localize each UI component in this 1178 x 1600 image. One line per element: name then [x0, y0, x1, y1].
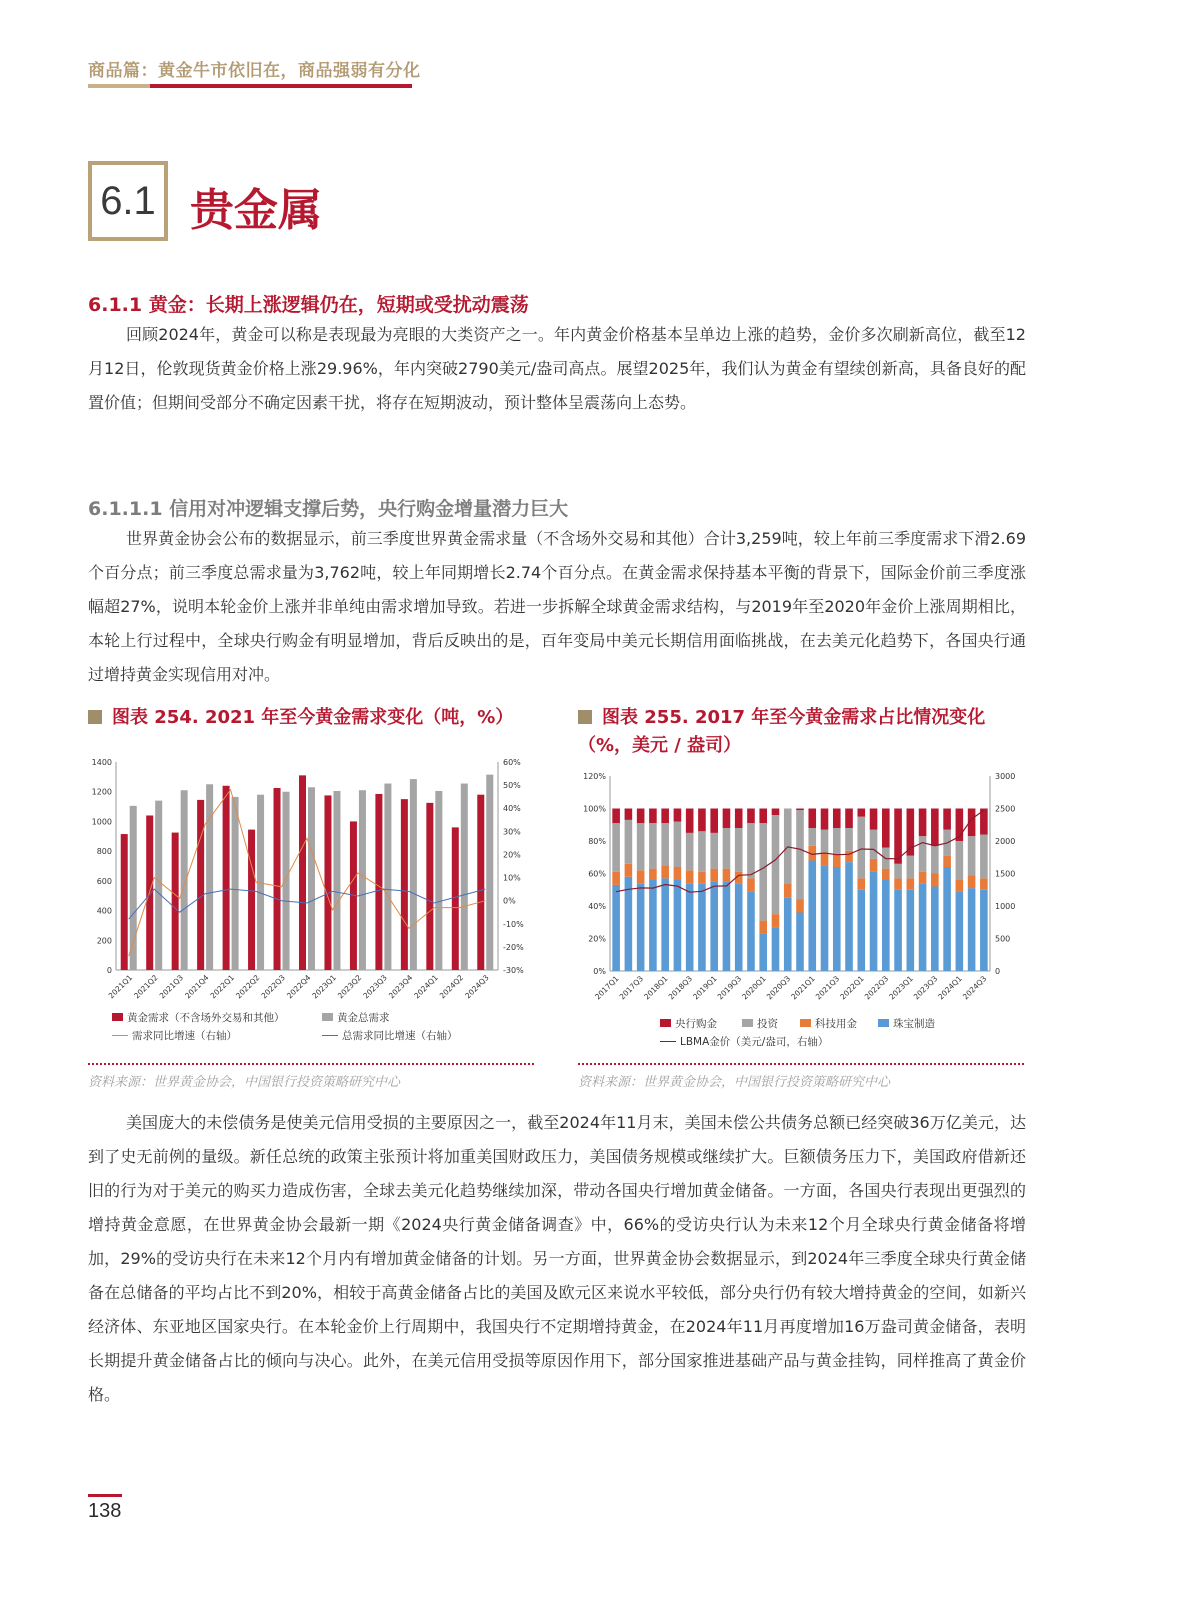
- fig255-bar-invest: [833, 828, 841, 854]
- fig255-bar-jewelry: [698, 883, 706, 971]
- fig254-right-tick: 50%: [503, 781, 521, 791]
- fig254-x-tick: 2024Q1: [412, 973, 440, 1001]
- fig255-title-marker: [578, 710, 592, 724]
- fig254-x-tick: 2022Q1: [208, 973, 237, 1001]
- fig254-right-tick: 30%: [503, 827, 521, 837]
- fig254-right-tick: -20%: [503, 942, 524, 952]
- fig254-legend: [112, 1010, 532, 1046]
- fig255-bar-tech: [870, 859, 878, 872]
- fig254-bar-total: [206, 784, 213, 970]
- fig254-bar-total: [461, 784, 468, 970]
- paragraph-2: 世界黄金协会公布的数据显示，前三季度世界黄金需求量（不含场外交易和其他）合计3,259吨，较上年前三季度需求下滑2.69个百分点；前三季度总需求量为3,762吨，较上年同期增长2.74个百分点。在黄金需求保持基本平衡的背景下，国际金价前三季度涨幅超27%，说明本轮金价上涨并非单纯由需求增加导致。若进一步拆解全球黄金需求结构，与2019年至2020年金价上涨周期相比，本轮上行过程中，全球央行购金有明显增加，背后反映出的是，百年变局中美元长期信用面临挑战，在去美元化趋势下，各国央行通过增持黄金实现信用对冲。: [88, 529, 1026, 684]
- fig255-bar-tech: [759, 921, 767, 934]
- fig255-x-tick: 2020Q1: [740, 974, 768, 1002]
- paragraph-1: 回顾2024年，黄金可以称是表现最为亮眼的大类资产之一。年内黄金价格基本呈单边上涨的趋势，金价多次刷新高位，截至12月12日，伦敦现货黄金价格上涨29.96%，年内突破2790美元/盎司高点。展望2025年，我们认为黄金有望续创新高，具备良好的配置价值；但期间受部分不确定因素干扰，将存在短期波动，预计整体呈震荡向上态势。: [88, 325, 1026, 412]
- fig255-x-tick: 2022Q1: [838, 974, 866, 1002]
- fig254-bar-total: [283, 792, 290, 970]
- fig254-bar-demand: [401, 799, 408, 970]
- fig255-bar-cb: [870, 809, 878, 830]
- fig255-bar-cb: [882, 809, 890, 848]
- fig255-right-tick: 3000: [995, 772, 1016, 781]
- fig255-bar-tech: [649, 869, 657, 880]
- fig255-bar-invest: [637, 823, 645, 870]
- fig255-bar-tech: [956, 880, 964, 891]
- fig254-right-tick: 20%: [503, 850, 521, 860]
- fig254-right-tick: 40%: [503, 804, 521, 814]
- fig255-bar-tech: [772, 914, 780, 927]
- fig255-x-tick: 2021Q1: [789, 974, 817, 1002]
- fig254-bar-demand: [223, 786, 230, 970]
- fig254-bar-demand: [477, 795, 484, 970]
- fig255-bar-invest: [956, 841, 964, 880]
- fig255-bar-cb: [796, 809, 804, 811]
- fig255-x-tick: 2019Q3: [715, 974, 744, 1002]
- fig254-x-tick: 2023Q4: [386, 973, 415, 1001]
- fig255-legend-lbma: LBMA金价（美元/盎司，右轴）: [660, 1034, 828, 1049]
- fig255-bar-invest: [649, 823, 657, 869]
- fig255-bar-jewelry: [674, 880, 682, 971]
- fig255-bar-cb: [845, 809, 853, 829]
- fig254-bar-total: [359, 790, 366, 970]
- fig255-bar-cb: [637, 809, 645, 824]
- fig255-left-tick: 20%: [588, 934, 606, 944]
- fig255-bar-cb: [931, 809, 939, 846]
- fig255-bar-tech: [723, 869, 731, 882]
- fig255-bar-cb: [833, 809, 841, 829]
- fig255-bar-tech: [845, 851, 853, 862]
- fig255-bar-tech: [637, 870, 645, 883]
- fig254-x-tick: 2022Q3: [259, 973, 287, 1001]
- fig255-x-tick: 2021Q3: [813, 974, 842, 1002]
- section-title: 贵金属: [190, 185, 322, 236]
- fig255-bar-jewelry: [808, 861, 816, 972]
- fig255-bar-invest: [980, 835, 988, 879]
- fig254-right-tick: 0%: [503, 896, 516, 906]
- fig255-bar-jewelry: [735, 883, 743, 971]
- fig255-bar-invest: [759, 823, 767, 921]
- fig255-x-tick: 2020Q3: [764, 974, 793, 1002]
- fig255-bar-tech: [857, 878, 865, 889]
- fig255-right-tick: 2500: [995, 804, 1016, 814]
- fig255-bar-tech: [686, 870, 694, 883]
- fig254-bar-total: [384, 784, 391, 970]
- fig254-x-tick: 2021Q3: [157, 973, 186, 1001]
- fig255-bar-tech: [710, 869, 718, 882]
- fig255-bar-jewelry: [796, 913, 804, 972]
- fig255-bar-jewelry: [857, 890, 865, 971]
- fig255-bar-cb: [698, 809, 706, 832]
- fig255-bar-jewelry: [686, 883, 694, 971]
- fig254-left-tick: 600: [96, 876, 112, 886]
- fig254-left-tick: 1200: [91, 787, 112, 797]
- fig255-x-tick: 2018Q3: [666, 974, 695, 1002]
- fig255-bar-cb: [857, 809, 865, 817]
- fig255-bar-jewelry: [870, 872, 878, 971]
- fig255-bar-invest: [968, 836, 976, 875]
- fig255-title: [578, 704, 1028, 760]
- fig255-bar-cb: [919, 809, 927, 837]
- fig254-left-tick: 0: [106, 966, 112, 975]
- fig254-bar-total: [333, 791, 340, 970]
- fig255-bar-tech: [674, 867, 682, 880]
- fig255-x-tick: 2024Q3: [960, 974, 989, 1002]
- fig255-bar-jewelry: [980, 890, 988, 971]
- fig254-bar-demand: [452, 827, 459, 970]
- fig255-bar-jewelry: [637, 883, 645, 971]
- fig255-bar-invest: [747, 823, 755, 878]
- fig254-right-tick: -30%: [503, 966, 524, 975]
- fig254-x-tick: 2022Q2: [234, 973, 262, 1001]
- fig255-bar-cb: [943, 809, 951, 830]
- fig255-bar-invest: [784, 809, 792, 884]
- fig254-left-tick: 400: [96, 906, 112, 916]
- fig255-title-text: 图表 255. 2017 年至今黄金需求占比情况变化（%，美元 / 盎司）: [578, 707, 986, 756]
- fig255-x-tick: 2022Q3: [862, 974, 891, 1002]
- fig255-bar-jewelry: [845, 862, 853, 971]
- fig254-bar-total: [232, 797, 239, 970]
- fig254-x-tick: 2023Q3: [361, 973, 389, 1001]
- fig255-bar-jewelry: [833, 867, 841, 971]
- fig255-bar-cb: [612, 809, 620, 824]
- fig255-bar-invest: [796, 810, 804, 899]
- fig255-bar-jewelry: [661, 878, 669, 971]
- fig255-bar-tech: [943, 856, 951, 867]
- fig255-bar-tech: [968, 875, 976, 888]
- fig255-bar-invest: [710, 833, 718, 869]
- fig255-bar-invest: [894, 864, 902, 879]
- fig254-x-tick: 2024Q3: [463, 973, 491, 1001]
- fig255-left-tick: 0%: [593, 967, 606, 976]
- fig254-bar-total: [410, 779, 417, 970]
- fig255-bar-jewelry: [894, 890, 902, 971]
- fig254-x-tick: 2021Q2: [132, 973, 160, 1001]
- fig255-legend-invest: 投资: [742, 1016, 778, 1031]
- fig255-bar-jewelry: [956, 891, 964, 971]
- fig255-bar-jewelry: [710, 882, 718, 971]
- fig255-left-tick: 100%: [583, 804, 606, 814]
- fig255-bar-cb: [710, 809, 718, 833]
- fig255-x-tick: 2019Q1: [691, 974, 719, 1002]
- fig255-bar-tech: [661, 865, 669, 878]
- fig255-bar-tech: [796, 900, 804, 913]
- fig254-legend-demand: 黄金需求（不含场外交易和其他）: [112, 1010, 285, 1025]
- fig254-x-tick: 2023Q1: [310, 973, 338, 1001]
- fig255-left-tick: 60%: [588, 869, 606, 879]
- fig254-legend-total-yoy: 总需求同比增速（右轴）: [322, 1028, 458, 1043]
- fig255-x-tick: 2017Q3: [617, 974, 646, 1002]
- fig255-x-tick: 2023Q3: [911, 974, 940, 1002]
- fig255-chart: [578, 766, 1028, 1018]
- fig254-x-tick: 2021Q4: [183, 973, 211, 1001]
- fig255-bar-jewelry: [723, 882, 731, 971]
- fig255-x-tick: 2017Q1: [593, 974, 621, 1002]
- fig255-bar-cb: [686, 809, 694, 833]
- fig255-bar-cb: [759, 809, 767, 824]
- fig254-bar-total: [308, 787, 315, 970]
- fig255-bar-cb: [625, 809, 633, 820]
- fig255-bar-invest: [821, 830, 829, 853]
- fig255-bar-tech: [919, 872, 927, 883]
- fig254-left-tick: 200: [96, 936, 112, 946]
- fig255-source: 资料来源：世界黄金协会，中国银行投资策略研究中心: [578, 1075, 891, 1090]
- page-number-rule: [88, 1494, 122, 1497]
- fig254-bar-demand: [426, 803, 433, 970]
- fig255-right-tick: 1500: [995, 869, 1016, 879]
- fig255-bar-cb: [649, 809, 657, 824]
- fig255-bar-tech: [931, 874, 939, 887]
- fig254-title-text: 图表 254. 2021 年至今黄金需求变化（吨，%）: [112, 707, 514, 728]
- fig255-divider: [578, 1063, 1024, 1065]
- fig255-x-tick: 2024Q1: [936, 974, 964, 1002]
- fig254-bar-total: [486, 775, 493, 970]
- fig255-bar-tech: [833, 854, 841, 867]
- fig254-x-tick: 2023Q2: [335, 973, 364, 1001]
- fig255-x-tick: 2018Q1: [642, 974, 670, 1002]
- fig254-x-tick: 2024Q2: [437, 973, 466, 1001]
- fig254-bar-demand: [274, 788, 281, 970]
- fig255-legend: [660, 1016, 1020, 1052]
- fig254-bar-total: [155, 801, 162, 970]
- fig255-left-tick: 120%: [583, 772, 606, 781]
- fig255-bar-jewelry: [821, 865, 829, 971]
- fig255-legend-jewelry: 珠宝制造: [878, 1016, 935, 1031]
- fig255-bar-tech: [784, 883, 792, 898]
- fig254-bar-demand: [248, 830, 255, 970]
- fig255-bar-invest: [919, 836, 927, 872]
- fig255-bar-tech: [698, 872, 706, 883]
- fig255-bar-tech: [612, 872, 620, 885]
- fig255-bar-invest: [625, 820, 633, 864]
- fig255-bar-jewelry: [772, 927, 780, 971]
- fig255-bar-invest: [772, 815, 780, 914]
- fig254-bar-demand: [197, 800, 204, 970]
- fig255-bar-invest: [857, 817, 865, 879]
- header-rule-red: [150, 84, 412, 88]
- fig254-left-tick: 1000: [91, 817, 112, 827]
- fig255-bar-invest: [674, 822, 682, 868]
- fig255-bar-jewelry: [784, 898, 792, 971]
- paragraph-3: 美国庞大的未偿债务是使美元信用受损的主要原因之一，截至2024年11月末，美国未偿公共债务总额已经突破36万亿美元，达到了史无前例的量级。新任总统的政策主张预计将加重美国财政压力，美国债务规模或继续扩大。巨额债务压力下，美国政府借新还旧的行为对于美元的购买力造成伤害，全球去美元化趋势继续加深，带动各国央行增加黄金储备。一方面，各国央行表现出更强烈的增持黄金意愿，在世界黄金协会最新一期《2024央行黄金储备调查》中，66%的受访央行认为未来12个月全球央行黄金储备将增加，29%的受访央行在未来12个月内有增加黄金储备的计划。另一方面，世界黄金协会数据显示，到2024年三季度全球央行黄金储备在总储备的平均占比不到20%，相较于高黄金储备占比的美国及欧元区来说水平较低，部分央行仍有较大增持黄金的空间，如新兴经济体、东亚地区国家央行。在本轮金价上行周期中，我国央行不定期增持黄金，在2024年11月再度增加16万盎司黄金储备，表明长期提升黄金储备占比的倾向与决心。此外，在美元信用受损等原因作用下，部分国家推进基础产品与黄金挂钩，同样推高了黄金价格。: [88, 1113, 1026, 1404]
- fig255-bar-tech: [747, 878, 755, 891]
- fig254-left-tick: 800: [96, 847, 112, 857]
- fig255-bar-invest: [808, 828, 816, 846]
- fig255-bar-jewelry: [943, 867, 951, 971]
- fig255-bar-tech: [907, 878, 915, 889]
- fig254-divider: [88, 1063, 534, 1065]
- subsection-title: 6.1.1 黄金：长期上涨逻辑仍在，短期或受扰动震荡: [88, 294, 529, 316]
- fig254-right-tick: -10%: [503, 919, 524, 929]
- fig254-legend-total: 黄金总需求: [322, 1010, 390, 1025]
- fig255-left-tick: 40%: [588, 902, 606, 911]
- fig255-bar-invest: [661, 823, 669, 865]
- fig255-bar-invest: [870, 830, 878, 859]
- fig254-title: [88, 704, 548, 732]
- fig254-right-tick: 60%: [503, 758, 521, 767]
- fig254-bar-total: [181, 790, 188, 970]
- fig255-bar-cb: [772, 809, 780, 816]
- page-number: 138: [88, 1500, 122, 1522]
- fig255-bar-cb: [747, 809, 755, 824]
- subsubsection-title: 6.1.1.1 信用对冲逻辑支撑后势，央行购金增量潜力巨大: [88, 498, 569, 520]
- fig255-bar-invest: [735, 828, 743, 872]
- fig255-right-tick: 1000: [995, 902, 1016, 911]
- fig255-bar-invest: [686, 833, 694, 870]
- fig255-bar-invest: [931, 846, 939, 874]
- fig254-x-tick: 2021Q1: [106, 973, 135, 1001]
- fig255-legend-tech: 科技用金: [800, 1016, 857, 1031]
- fig254-right-tick: 10%: [503, 873, 521, 883]
- fig254-bar-demand: [324, 795, 331, 970]
- fig255-bar-tech: [894, 878, 902, 889]
- fig254-bar-demand: [299, 775, 306, 970]
- fig255-bar-invest: [845, 828, 853, 851]
- fig255-bar-cb: [808, 809, 816, 829]
- fig255-bar-tech: [882, 869, 890, 880]
- fig254-bar-total: [130, 806, 137, 970]
- fig255-bar-cb: [661, 809, 669, 824]
- fig254-chart: [88, 752, 538, 1012]
- fig254-source: 资料来源：世界黄金协会，中国银行投资策略研究中心: [88, 1075, 401, 1090]
- fig255-bar-jewelry: [612, 885, 620, 971]
- fig255-bar-invest: [698, 831, 706, 872]
- section-number-box: 6.1: [88, 161, 168, 241]
- fig254-legend-demand-yoy: 需求同比增速（右轴）: [112, 1028, 237, 1043]
- fig255-bar-invest: [907, 856, 915, 879]
- fig255-x-tick: 2023Q1: [887, 974, 915, 1002]
- fig255-bar-cb: [735, 809, 743, 829]
- fig255-bar-cb: [723, 809, 731, 829]
- fig255-right-tick: 500: [995, 934, 1011, 944]
- fig255-bar-jewelry: [907, 890, 915, 971]
- fig254-x-tick: 2022Q4: [285, 973, 313, 1001]
- fig254-title-marker: [88, 710, 102, 724]
- fig255-left-tick: 80%: [588, 837, 606, 846]
- fig254-bar-demand: [375, 794, 382, 970]
- fig255-bar-tech: [980, 878, 988, 889]
- fig255-bar-cb: [674, 809, 682, 822]
- fig255-bar-tech: [821, 852, 829, 865]
- header-rule-gold: [88, 84, 150, 88]
- fig255-bar-jewelry: [649, 880, 657, 971]
- fig255-bar-invest: [612, 823, 620, 872]
- fig255-legend-cb: 央行购金: [660, 1016, 717, 1031]
- fig255-bar-jewelry: [625, 877, 633, 971]
- fig254-bar-demand: [121, 834, 128, 970]
- fig255-bar-tech: [625, 864, 633, 877]
- fig255-right-tick: 2000: [995, 837, 1016, 846]
- fig255-bar-invest: [723, 828, 731, 869]
- fig255-bar-jewelry: [882, 880, 890, 971]
- fig255-bar-jewelry: [759, 934, 767, 971]
- fig255-bar-jewelry: [747, 891, 755, 971]
- fig255-bar-jewelry: [931, 887, 939, 972]
- fig255-bar-jewelry: [919, 883, 927, 971]
- fig254-bar-demand: [172, 833, 179, 970]
- fig255-bar-cb: [821, 809, 829, 830]
- fig254-bar-total: [435, 791, 442, 970]
- fig255-right-tick: 0: [995, 967, 1001, 976]
- running-header: 商品篇：黄金牛市依旧在，商品强弱有分化: [88, 61, 421, 81]
- fig255-bar-cb: [894, 809, 902, 864]
- fig255-bar-jewelry: [968, 888, 976, 971]
- fig254-left-tick: 1400: [91, 758, 112, 767]
